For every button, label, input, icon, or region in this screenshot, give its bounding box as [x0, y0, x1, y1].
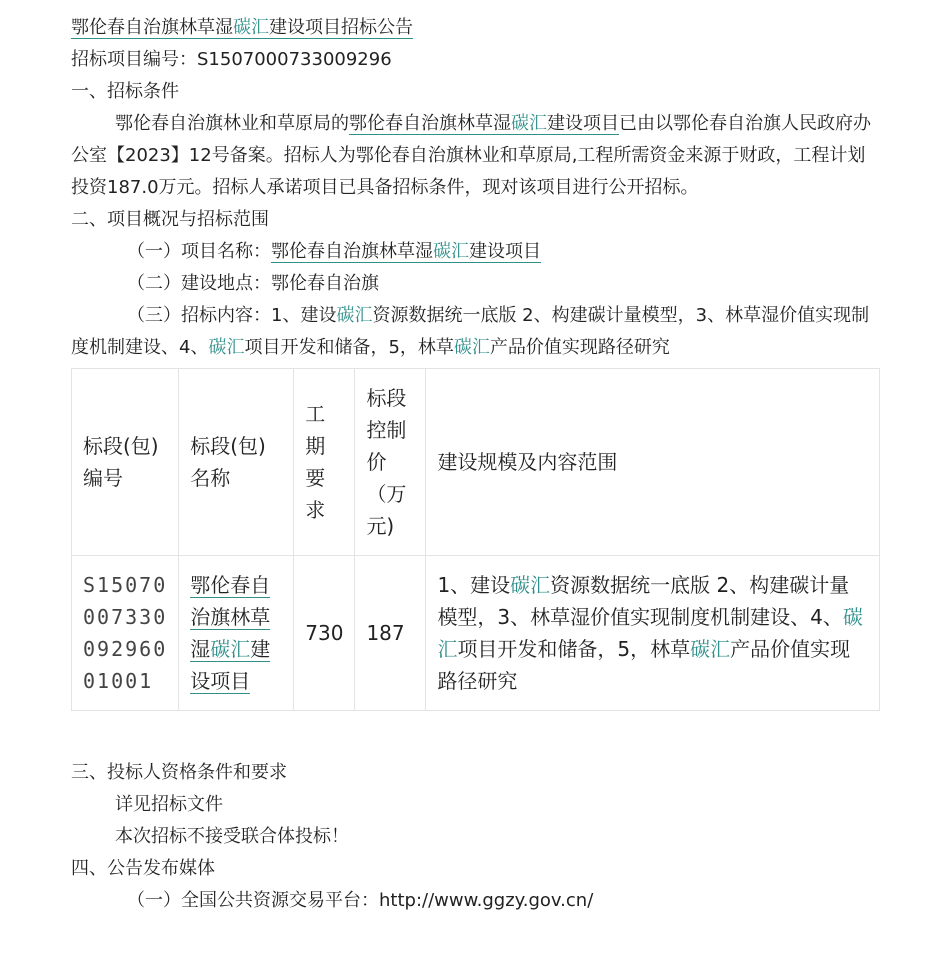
section1-heading: 一、招标条件 — [71, 81, 179, 102]
section1-paragraph: 鄂伦春自治旗林业和草原局的鄂伦春自治旗林草湿碳汇建设项目已由以鄂伦春自治旗人民政府办公室【2023】12号备案。招标人为鄂伦春自治旗林业和草原局,工程所需资金来源于财政，工程计划投资187.0万元。招标人承诺项目已具备招标条件，现对该项目进行公开招标。 — [71, 113, 871, 198]
lot-code-line: 092960 — [83, 637, 168, 661]
project-name-line: （一）项目名称：鄂伦春自治旗林草湿碳汇建设项目 — [127, 241, 541, 262]
lot-code-line: 01001 — [83, 669, 154, 693]
header-period: 工期要求 — [294, 369, 355, 556]
header-control-price: 标段控制价（万元) — [355, 369, 426, 556]
lots-table — [71, 368, 880, 711]
platform-link[interactable]: （一）全国公共资源交易平台：http://www.ggzy.gov.cn/ — [127, 890, 594, 911]
table-header-row — [72, 369, 880, 556]
header-scope: 建设规模及内容范围 — [426, 369, 880, 556]
table-row — [72, 556, 880, 711]
header-lot-name: 标段(包)名称 — [179, 369, 294, 556]
section2-heading: 二、项目概况与招标范围 — [71, 209, 269, 230]
lot-code-line: 007330 — [83, 605, 168, 629]
project-name-link[interactable]: 鄂伦春自治旗林草湿碳汇建设项目 — [271, 241, 541, 262]
lot-name-link[interactable]: 鄂伦春自治旗林草湿碳汇建设项目 — [190, 573, 271, 693]
announcement-title — [71, 12, 950, 44]
period-cell: 730 — [294, 556, 355, 711]
price-cell: 187 — [355, 556, 426, 711]
lot-name-cell — [179, 556, 294, 711]
header-lot-number: 标段(包)编号 — [72, 369, 179, 556]
project-location-line: （二）建设地点：鄂伦春自治旗 — [127, 273, 379, 294]
lot-code-line: S15070 — [83, 573, 168, 597]
project-link[interactable]: 鄂伦春自治旗林草湿碳汇建设项目 — [349, 113, 619, 134]
project-number: 招标项目编号：S1507000733009296 — [71, 49, 392, 70]
tender-content-paragraph: （三）招标内容：1、建设碳汇资源数据统一底版 2、构建碳计量模型，3、林草湿价值实现制度机制建设、4、碳汇项目开发和储备，5，林草碳汇产品价值实现路径研究 — [71, 305, 870, 358]
lot-number-cell — [72, 556, 179, 711]
section3-line1: 详见招标文件 — [115, 794, 223, 815]
title-link[interactable]: 鄂伦春自治旗林草湿碳汇建设项目招标公告 — [71, 17, 413, 38]
section3-heading: 三、投标人资格条件和要求 — [71, 762, 287, 783]
section4-heading: 四、公告发布媒体 — [71, 858, 215, 879]
scope-cell: 1、建设碳汇资源数据统一底版 2、构建碳计量模型，3、林草湿价值实现制度机制建设、4、碳汇项目开发和储备，5，林草碳汇产品价值实现路径研究 — [426, 556, 880, 711]
section3-line2: 本次招标不接受联合体投标！ — [115, 826, 349, 847]
